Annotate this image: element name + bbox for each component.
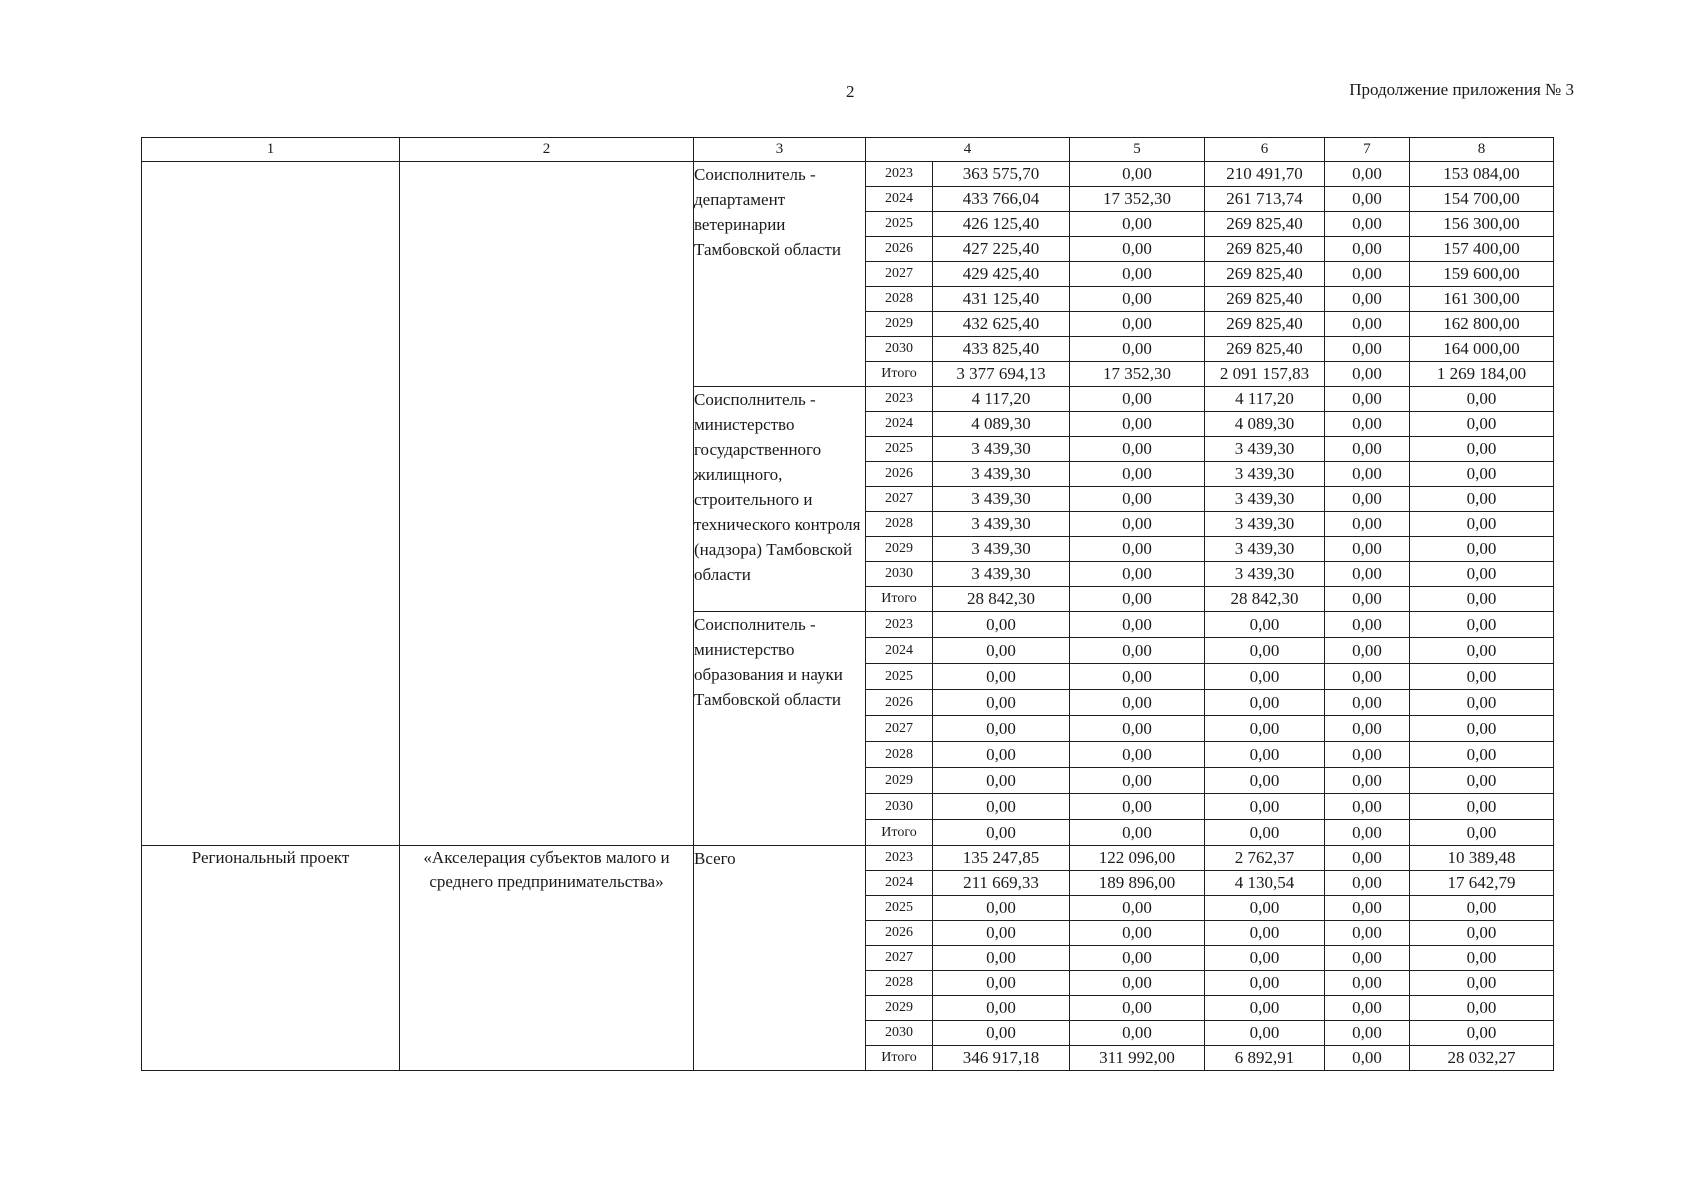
executor-cell: Соисполнитель - департамент ветеринарии Тамбовской области: [694, 162, 866, 387]
amount-cell: 0,00: [1325, 716, 1410, 742]
amount-cell: 0,00: [1410, 996, 1554, 1021]
year-cell: 2030: [866, 1021, 933, 1046]
amount-cell: 0,00: [1325, 187, 1410, 212]
amount-cell: 0,00: [1205, 996, 1325, 1021]
amount-cell: 0,00: [933, 612, 1070, 638]
amount-cell: 189 896,00: [1070, 871, 1205, 896]
year-cell: 2024: [866, 187, 933, 212]
amount-cell: 0,00: [1070, 794, 1205, 820]
appendix-continuation-label: Продолжение приложения № 3: [1349, 80, 1574, 99]
amount-cell: 363 575,70: [933, 162, 1070, 187]
executor-cell: Всего: [694, 846, 866, 1071]
amount-cell: 3 439,30: [933, 462, 1070, 487]
amount-cell: 0,00: [1410, 412, 1554, 437]
year-cell: 2023: [866, 387, 933, 412]
amount-cell: 0,00: [1410, 820, 1554, 846]
amount-cell: 3 439,30: [933, 487, 1070, 512]
column-number-row: [142, 138, 1554, 162]
year-cell: 2028: [866, 742, 933, 768]
amount-cell: 0,00: [1205, 971, 1325, 996]
amount-cell: 0,00: [1205, 742, 1325, 768]
amount-cell: 0,00: [1325, 971, 1410, 996]
amount-cell: 161 300,00: [1410, 287, 1554, 312]
amount-cell: 0,00: [1325, 487, 1410, 512]
amount-cell: 0,00: [1410, 612, 1554, 638]
amount-cell: 0,00: [1070, 742, 1205, 768]
amount-cell: 269 825,40: [1205, 312, 1325, 337]
amount-cell: 0,00: [1325, 664, 1410, 690]
amount-cell: 0,00: [1410, 690, 1554, 716]
year-cell: 2025: [866, 437, 933, 462]
amount-cell: 0,00: [1410, 794, 1554, 820]
amount-cell: 0,00: [1325, 612, 1410, 638]
amount-cell: 0,00: [1205, 690, 1325, 716]
column-number: 5: [1070, 138, 1205, 162]
amount-cell: 3 439,30: [1205, 562, 1325, 587]
amount-cell: 154 700,00: [1410, 187, 1554, 212]
amount-cell: 0,00: [1070, 664, 1205, 690]
table-row: [142, 846, 1554, 871]
amount-cell: 17 642,79: [1410, 871, 1554, 896]
amount-cell: 0,00: [1410, 587, 1554, 612]
amount-cell: 0,00: [933, 896, 1070, 921]
year-cell: 2027: [866, 716, 933, 742]
amount-cell: 210 491,70: [1205, 162, 1325, 187]
amount-cell: 0,00: [1325, 337, 1410, 362]
column-number: 2: [400, 138, 694, 162]
amount-cell: 269 825,40: [1205, 212, 1325, 237]
year-cell: 2023: [866, 612, 933, 638]
amount-cell: 0,00: [1070, 1021, 1205, 1046]
amount-cell: 0,00: [933, 921, 1070, 946]
amount-cell: 0,00: [1410, 462, 1554, 487]
amount-cell: 0,00: [1410, 487, 1554, 512]
amount-cell: 0,00: [1325, 996, 1410, 1021]
amount-cell: 0,00: [1070, 412, 1205, 437]
amount-cell: 0,00: [1070, 237, 1205, 262]
amount-cell: 0,00: [1205, 612, 1325, 638]
amount-cell: 162 800,00: [1410, 312, 1554, 337]
amount-cell: 3 439,30: [933, 537, 1070, 562]
amount-cell: 0,00: [1325, 387, 1410, 412]
amount-cell: 346 917,18: [933, 1046, 1070, 1071]
amount-cell: 0,00: [1070, 716, 1205, 742]
section-type-cell: [142, 162, 400, 846]
amount-cell: 4 130,54: [1205, 871, 1325, 896]
column-number: 3: [694, 138, 866, 162]
column-number: 1: [142, 138, 400, 162]
amount-cell: 0,00: [933, 946, 1070, 971]
year-cell: 2030: [866, 794, 933, 820]
amount-cell: 0,00: [1070, 996, 1205, 1021]
year-cell: Итого: [866, 1046, 933, 1071]
amount-cell: 0,00: [1325, 587, 1410, 612]
amount-cell: 0,00: [1410, 512, 1554, 537]
amount-cell: 156 300,00: [1410, 212, 1554, 237]
amount-cell: 0,00: [1205, 1021, 1325, 1046]
amount-cell: 0,00: [1410, 562, 1554, 587]
amount-cell: 122 096,00: [1070, 846, 1205, 871]
amount-cell: 0,00: [1410, 537, 1554, 562]
year-cell: 2023: [866, 162, 933, 187]
amount-cell: 153 084,00: [1410, 162, 1554, 187]
amount-cell: 2 091 157,83: [1205, 362, 1325, 387]
amount-cell: 6 892,91: [1205, 1046, 1325, 1071]
amount-cell: 2 762,37: [1205, 846, 1325, 871]
table-body: [142, 162, 1554, 1071]
amount-cell: 0,00: [1325, 846, 1410, 871]
amount-cell: 0,00: [1070, 820, 1205, 846]
amount-cell: 0,00: [1070, 212, 1205, 237]
amount-cell: 431 125,40: [933, 287, 1070, 312]
amount-cell: 0,00: [1070, 437, 1205, 462]
year-cell: 2027: [866, 946, 933, 971]
amount-cell: 269 825,40: [1205, 337, 1325, 362]
amount-cell: 0,00: [1325, 871, 1410, 896]
amount-cell: 0,00: [1325, 946, 1410, 971]
amount-cell: 0,00: [1325, 1021, 1410, 1046]
section-type-cell: Региональный проект: [142, 846, 400, 1071]
amount-cell: 0,00: [1070, 612, 1205, 638]
amount-cell: 0,00: [1325, 742, 1410, 768]
amount-cell: 0,00: [933, 820, 1070, 846]
section-name-cell: [400, 162, 694, 846]
amount-cell: 0,00: [1410, 946, 1554, 971]
year-cell: 2029: [866, 537, 933, 562]
amount-cell: 211 669,33: [933, 871, 1070, 896]
amount-cell: 28 032,27: [1410, 1046, 1554, 1071]
amount-cell: 0,00: [1410, 768, 1554, 794]
amount-cell: 0,00: [1325, 820, 1410, 846]
amount-cell: 0,00: [1070, 462, 1205, 487]
year-cell: 2026: [866, 690, 933, 716]
amount-cell: 0,00: [1070, 921, 1205, 946]
amount-cell: 0,00: [1070, 896, 1205, 921]
amount-cell: 0,00: [1205, 716, 1325, 742]
amount-cell: 28 842,30: [1205, 587, 1325, 612]
amount-cell: 0,00: [1325, 412, 1410, 437]
amount-cell: 0,00: [1070, 638, 1205, 664]
year-cell: Итого: [866, 587, 933, 612]
year-cell: 2023: [866, 846, 933, 871]
amount-cell: 0,00: [1410, 921, 1554, 946]
executor-cell: Соисполнитель - министерство образования и науки Тамбовской области: [694, 612, 866, 846]
year-cell: 2025: [866, 664, 933, 690]
amount-cell: 0,00: [1325, 287, 1410, 312]
amount-cell: 1 269 184,00: [1410, 362, 1554, 387]
year-cell: 2030: [866, 337, 933, 362]
amount-cell: 0,00: [1070, 768, 1205, 794]
amount-cell: 429 425,40: [933, 262, 1070, 287]
year-cell: 2024: [866, 412, 933, 437]
amount-cell: 0,00: [933, 768, 1070, 794]
amount-cell: 0,00: [1325, 1046, 1410, 1071]
amount-cell: 157 400,00: [1410, 237, 1554, 262]
column-number: 4: [866, 138, 1070, 162]
amount-cell: 4 089,30: [933, 412, 1070, 437]
amount-cell: 0,00: [1325, 537, 1410, 562]
amount-cell: 0,00: [933, 742, 1070, 768]
year-cell: 2028: [866, 287, 933, 312]
amount-cell: 0,00: [1205, 921, 1325, 946]
amount-cell: 0,00: [1325, 896, 1410, 921]
amount-cell: 10 389,48: [1410, 846, 1554, 871]
amount-cell: 0,00: [1325, 262, 1410, 287]
amount-cell: 0,00: [1410, 971, 1554, 996]
year-cell: Итого: [866, 820, 933, 846]
amount-cell: 0,00: [1325, 562, 1410, 587]
amount-cell: 0,00: [1325, 212, 1410, 237]
year-cell: 2029: [866, 996, 933, 1021]
amount-cell: 311 992,00: [1070, 1046, 1205, 1071]
amount-cell: 4 089,30: [1205, 412, 1325, 437]
year-cell: 2027: [866, 487, 933, 512]
amount-cell: 0,00: [1410, 896, 1554, 921]
amount-cell: 0,00: [1070, 487, 1205, 512]
amount-cell: 261 713,74: [1205, 187, 1325, 212]
amount-cell: 0,00: [933, 1021, 1070, 1046]
year-cell: 2026: [866, 462, 933, 487]
amount-cell: 28 842,30: [933, 587, 1070, 612]
amount-cell: 0,00: [1205, 820, 1325, 846]
amount-cell: 0,00: [933, 971, 1070, 996]
amount-cell: 0,00: [1205, 946, 1325, 971]
amount-cell: 0,00: [1325, 162, 1410, 187]
year-cell: 2025: [866, 212, 933, 237]
column-number: 8: [1410, 138, 1554, 162]
amount-cell: 17 352,30: [1070, 362, 1205, 387]
amount-cell: 159 600,00: [1410, 262, 1554, 287]
amount-cell: 432 625,40: [933, 312, 1070, 337]
amount-cell: 433 825,40: [933, 337, 1070, 362]
amount-cell: 3 439,30: [933, 512, 1070, 537]
amount-cell: 0,00: [1410, 387, 1554, 412]
amount-cell: 3 439,30: [933, 437, 1070, 462]
amount-cell: 0,00: [1070, 162, 1205, 187]
amount-cell: 0,00: [1325, 794, 1410, 820]
amount-cell: 433 766,04: [933, 187, 1070, 212]
amount-cell: 0,00: [1410, 716, 1554, 742]
amount-cell: 164 000,00: [1410, 337, 1554, 362]
amount-cell: 0,00: [1325, 462, 1410, 487]
amount-cell: 0,00: [1070, 262, 1205, 287]
page-number: 2: [846, 82, 855, 101]
year-cell: 2026: [866, 237, 933, 262]
year-cell: 2028: [866, 971, 933, 996]
amount-cell: 426 125,40: [933, 212, 1070, 237]
amount-cell: 4 117,20: [1205, 387, 1325, 412]
amount-cell: 0,00: [933, 794, 1070, 820]
amount-cell: 0,00: [1410, 1021, 1554, 1046]
amount-cell: 0,00: [1325, 362, 1410, 387]
amount-cell: 0,00: [1070, 512, 1205, 537]
amount-cell: 0,00: [1205, 664, 1325, 690]
amount-cell: 0,00: [1325, 512, 1410, 537]
amount-cell: 0,00: [1070, 587, 1205, 612]
amount-cell: 0,00: [1205, 768, 1325, 794]
amount-cell: 3 439,30: [1205, 437, 1325, 462]
year-cell: 2029: [866, 312, 933, 337]
amount-cell: 0,00: [1070, 690, 1205, 716]
amount-cell: 3 439,30: [1205, 487, 1325, 512]
year-cell: 2030: [866, 562, 933, 587]
year-cell: 2024: [866, 638, 933, 664]
amount-cell: 0,00: [1325, 437, 1410, 462]
year-cell: 2024: [866, 871, 933, 896]
amount-cell: 3 439,30: [933, 562, 1070, 587]
amount-cell: 0,00: [1205, 896, 1325, 921]
amount-cell: 0,00: [1070, 287, 1205, 312]
amount-cell: 4 117,20: [933, 387, 1070, 412]
year-cell: Итого: [866, 362, 933, 387]
amount-cell: 0,00: [1205, 638, 1325, 664]
amount-cell: 427 225,40: [933, 237, 1070, 262]
year-cell: 2029: [866, 768, 933, 794]
amount-cell: 135 247,85: [933, 846, 1070, 871]
amount-cell: 269 825,40: [1205, 287, 1325, 312]
year-cell: 2025: [866, 896, 933, 921]
table-row: [142, 162, 1554, 187]
amount-cell: 0,00: [1070, 337, 1205, 362]
amount-cell: 0,00: [1325, 768, 1410, 794]
amount-cell: 0,00: [1325, 237, 1410, 262]
amount-cell: 0,00: [1205, 794, 1325, 820]
amount-cell: 0,00: [933, 690, 1070, 716]
amount-cell: 0,00: [1325, 638, 1410, 664]
section-name-cell: «Акселерация субъектов малого и среднего предпринимательства»: [400, 846, 694, 1071]
amount-cell: 0,00: [1410, 638, 1554, 664]
amount-cell: 3 439,30: [1205, 512, 1325, 537]
amount-cell: 17 352,30: [1070, 187, 1205, 212]
year-cell: 2026: [866, 921, 933, 946]
amount-cell: 0,00: [933, 638, 1070, 664]
amount-cell: 0,00: [1325, 921, 1410, 946]
amount-cell: 0,00: [1325, 690, 1410, 716]
amount-cell: 3 377 694,13: [933, 362, 1070, 387]
amount-cell: 3 439,30: [1205, 462, 1325, 487]
table-header: [142, 138, 1554, 162]
year-cell: 2028: [866, 512, 933, 537]
amount-cell: 0,00: [1070, 971, 1205, 996]
year-cell: 2027: [866, 262, 933, 287]
amount-cell: 0,00: [1410, 437, 1554, 462]
amount-cell: 0,00: [1070, 537, 1205, 562]
amount-cell: 3 439,30: [1205, 537, 1325, 562]
amount-cell: 0,00: [933, 996, 1070, 1021]
amount-cell: 0,00: [933, 664, 1070, 690]
amount-cell: 0,00: [1070, 946, 1205, 971]
amount-cell: 0,00: [1070, 562, 1205, 587]
column-number: 7: [1325, 138, 1410, 162]
amount-cell: 269 825,40: [1205, 237, 1325, 262]
amount-cell: 0,00: [1410, 664, 1554, 690]
amount-cell: 0,00: [933, 716, 1070, 742]
amount-cell: 269 825,40: [1205, 262, 1325, 287]
executor-cell: Соисполнитель - министерство государственного жилищного, строительного и технического контроля (надзора) Тамбовской области: [694, 387, 866, 612]
amount-cell: 0,00: [1325, 312, 1410, 337]
amount-cell: 0,00: [1410, 742, 1554, 768]
column-number: 6: [1205, 138, 1325, 162]
funding-table: [141, 137, 1554, 1071]
amount-cell: 0,00: [1070, 387, 1205, 412]
amount-cell: 0,00: [1070, 312, 1205, 337]
